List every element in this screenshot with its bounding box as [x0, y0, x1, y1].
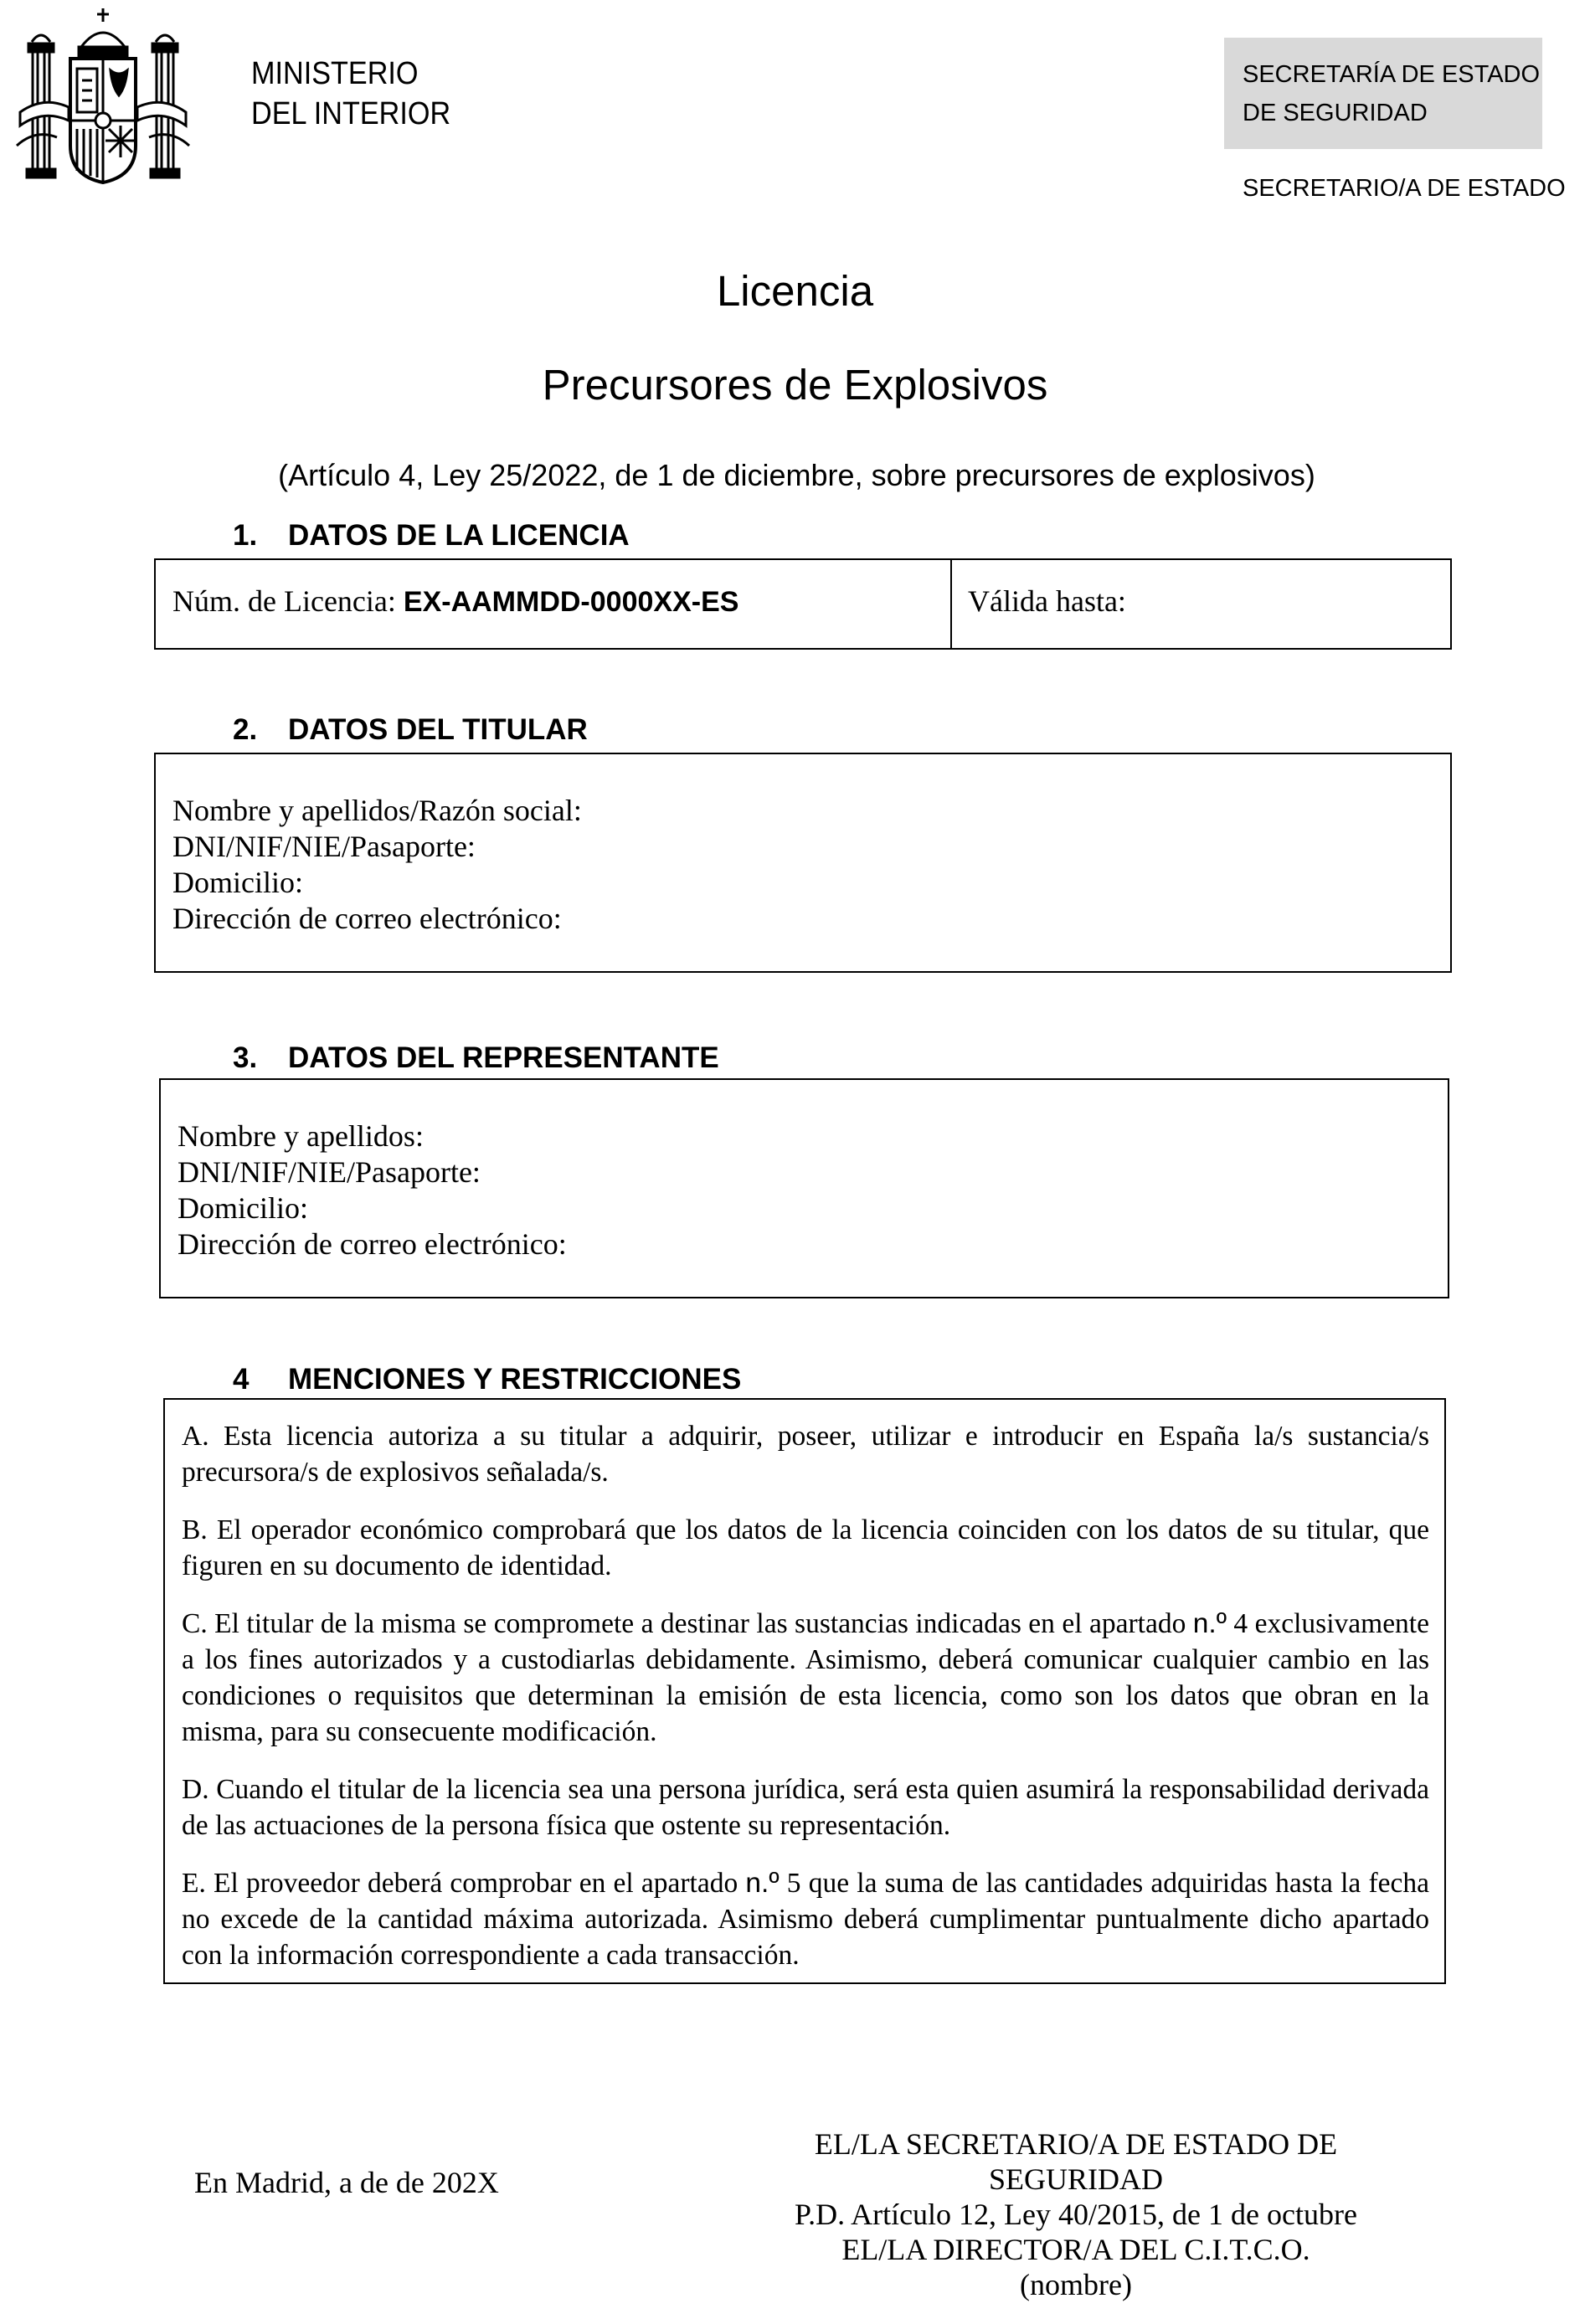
signature-line-2: SEGURIDAD	[988, 2162, 1163, 2196]
license-data-box	[154, 558, 1452, 650]
restriction-e-text-2: 5 que la suma de las cantidades adquiridas hasta la fecha no excede de la cantidad máxima autorizada. Asimismo deberá cumplimentar puntualmente dicho apartado con la información correspondiente a cada transacción.	[182, 1868, 1429, 1971]
document-subtitle: Precursores de Explosivos	[542, 361, 1048, 409]
restriction-c	[182, 1606, 1429, 1750]
holder-name-label: Nombre y apellidos/Razón social:	[172, 794, 582, 827]
holder-fields	[172, 793, 582, 937]
secretariat-line-2: DE SEGURIDAD	[1243, 100, 1428, 126]
representative-fields	[178, 1118, 567, 1262]
secretariat-box	[1224, 38, 1542, 149]
section-2-heading	[233, 713, 588, 747]
secretariat-line-1: SECRETARÍA DE ESTADO	[1243, 61, 1541, 88]
restriction-e-text-1: E. El proveedor deberá comprobar en el apartado	[182, 1868, 746, 1899]
license-number-field	[172, 584, 738, 620]
representative-id-label: DNI/NIF/NIE/Pasaporte:	[178, 1155, 481, 1189]
representative-data-box	[159, 1078, 1449, 1298]
restriction-c-number-sign: n.º	[1192, 1608, 1227, 1639]
valid-until-label: Válida hasta:	[968, 584, 1126, 618]
section-2-title: DATOS DEL TITULAR	[288, 713, 588, 746]
signature-block	[737, 2126, 1415, 2302]
restrictions-box	[163, 1398, 1446, 1984]
section-4-heading	[233, 1363, 741, 1396]
restriction-e	[182, 1865, 1429, 1973]
holder-data-box	[154, 753, 1452, 973]
signature-line-5: (nombre)	[1020, 2268, 1132, 2301]
restriction-e-number-sign: n.º	[745, 1868, 780, 1899]
holder-address-label: Domicilio:	[172, 866, 303, 899]
restriction-c-text-2: 4 exclusivamente a los fines autorizados y a custodiarlas debidamente. Asimismo, deberá comunicar cualquier cambio en las condiciones o requisitos que determinan la emisión de esta licencia, como son los datos que obran en la misma, para su consecuente modificación.	[182, 1608, 1429, 1747]
restriction-a: A. Esta licencia autoriza a su titular a adquirir, poseer, utilizar e introducir en España la/s sustancia/s precursora/s de explosivos señalada/s.	[182, 1421, 1429, 1488]
ministry-line-1: MINISTERIO	[251, 56, 419, 91]
section-3-heading	[233, 1041, 719, 1075]
holder-id-label: DNI/NIF/NIE/Pasaporte:	[172, 830, 476, 863]
section-4-number: 4	[233, 1363, 250, 1396]
ministry-line-2: DEL INTERIOR	[251, 96, 451, 131]
document-title: Licencia	[716, 267, 874, 315]
section-1-heading	[233, 519, 630, 553]
section-2-number: 2.	[233, 713, 258, 746]
secretariat-subtitle: SECRETARIO/A DE ESTADO	[1243, 175, 1566, 202]
license-box-divider	[950, 560, 952, 648]
section-4-title: MENCIONES Y RESTRICCIONES	[288, 1363, 742, 1396]
representative-name-label: Nombre y apellidos:	[178, 1119, 424, 1153]
restriction-d: D. Cuando el titular de la licencia sea una persona jurídica, será esta quien asumirá la responsabilidad derivada de las actuaciones de la persona física que ostente su representación.	[182, 1774, 1429, 1841]
signature-line-4: EL/LA DIRECTOR/A DEL C.I.T.C.O.	[841, 2233, 1310, 2266]
section-1-number: 1.	[233, 519, 258, 552]
license-number-label: Núm. de Licencia:	[172, 584, 404, 618]
license-number-value: EX-AAMMDD-0000XX-ES	[403, 586, 739, 618]
representative-address-label: Domicilio:	[178, 1191, 308, 1225]
place-and-date: En Madrid, a de de 202X	[194, 2166, 499, 2199]
representative-email-label: Dirección de correo electrónico:	[178, 1227, 567, 1261]
section-3-number: 3.	[233, 1041, 258, 1074]
holder-email-label: Dirección de correo electrónico:	[172, 902, 562, 935]
restriction-b: B. El operador económico comprobará que los datos de la licencia coinciden con los datos de su titular, que figuren en su documento de identidad.	[182, 1514, 1429, 1581]
signature-line-3: P.D. Artículo 12, Ley 40/2015, de 1 de octubre	[795, 2198, 1357, 2231]
restriction-c-text-1: C. El titular de la misma se compromete a destinar las sustancias indicadas en el apartado	[182, 1608, 1193, 1639]
legal-reference: (Artículo 4, Ley 25/2022, de 1 de diciembre, sobre precursores de explosivos)	[278, 458, 1315, 492]
signature-line-1: EL/LA SECRETARIO/A DE ESTADO DE	[814, 2127, 1338, 2161]
section-3-title: DATOS DEL REPRESENTANTE	[288, 1041, 719, 1074]
section-1-title: DATOS DE LA LICENCIA	[288, 519, 630, 552]
coat-of-arms-icon	[10, 3, 196, 193]
ministry-name	[251, 54, 450, 134]
